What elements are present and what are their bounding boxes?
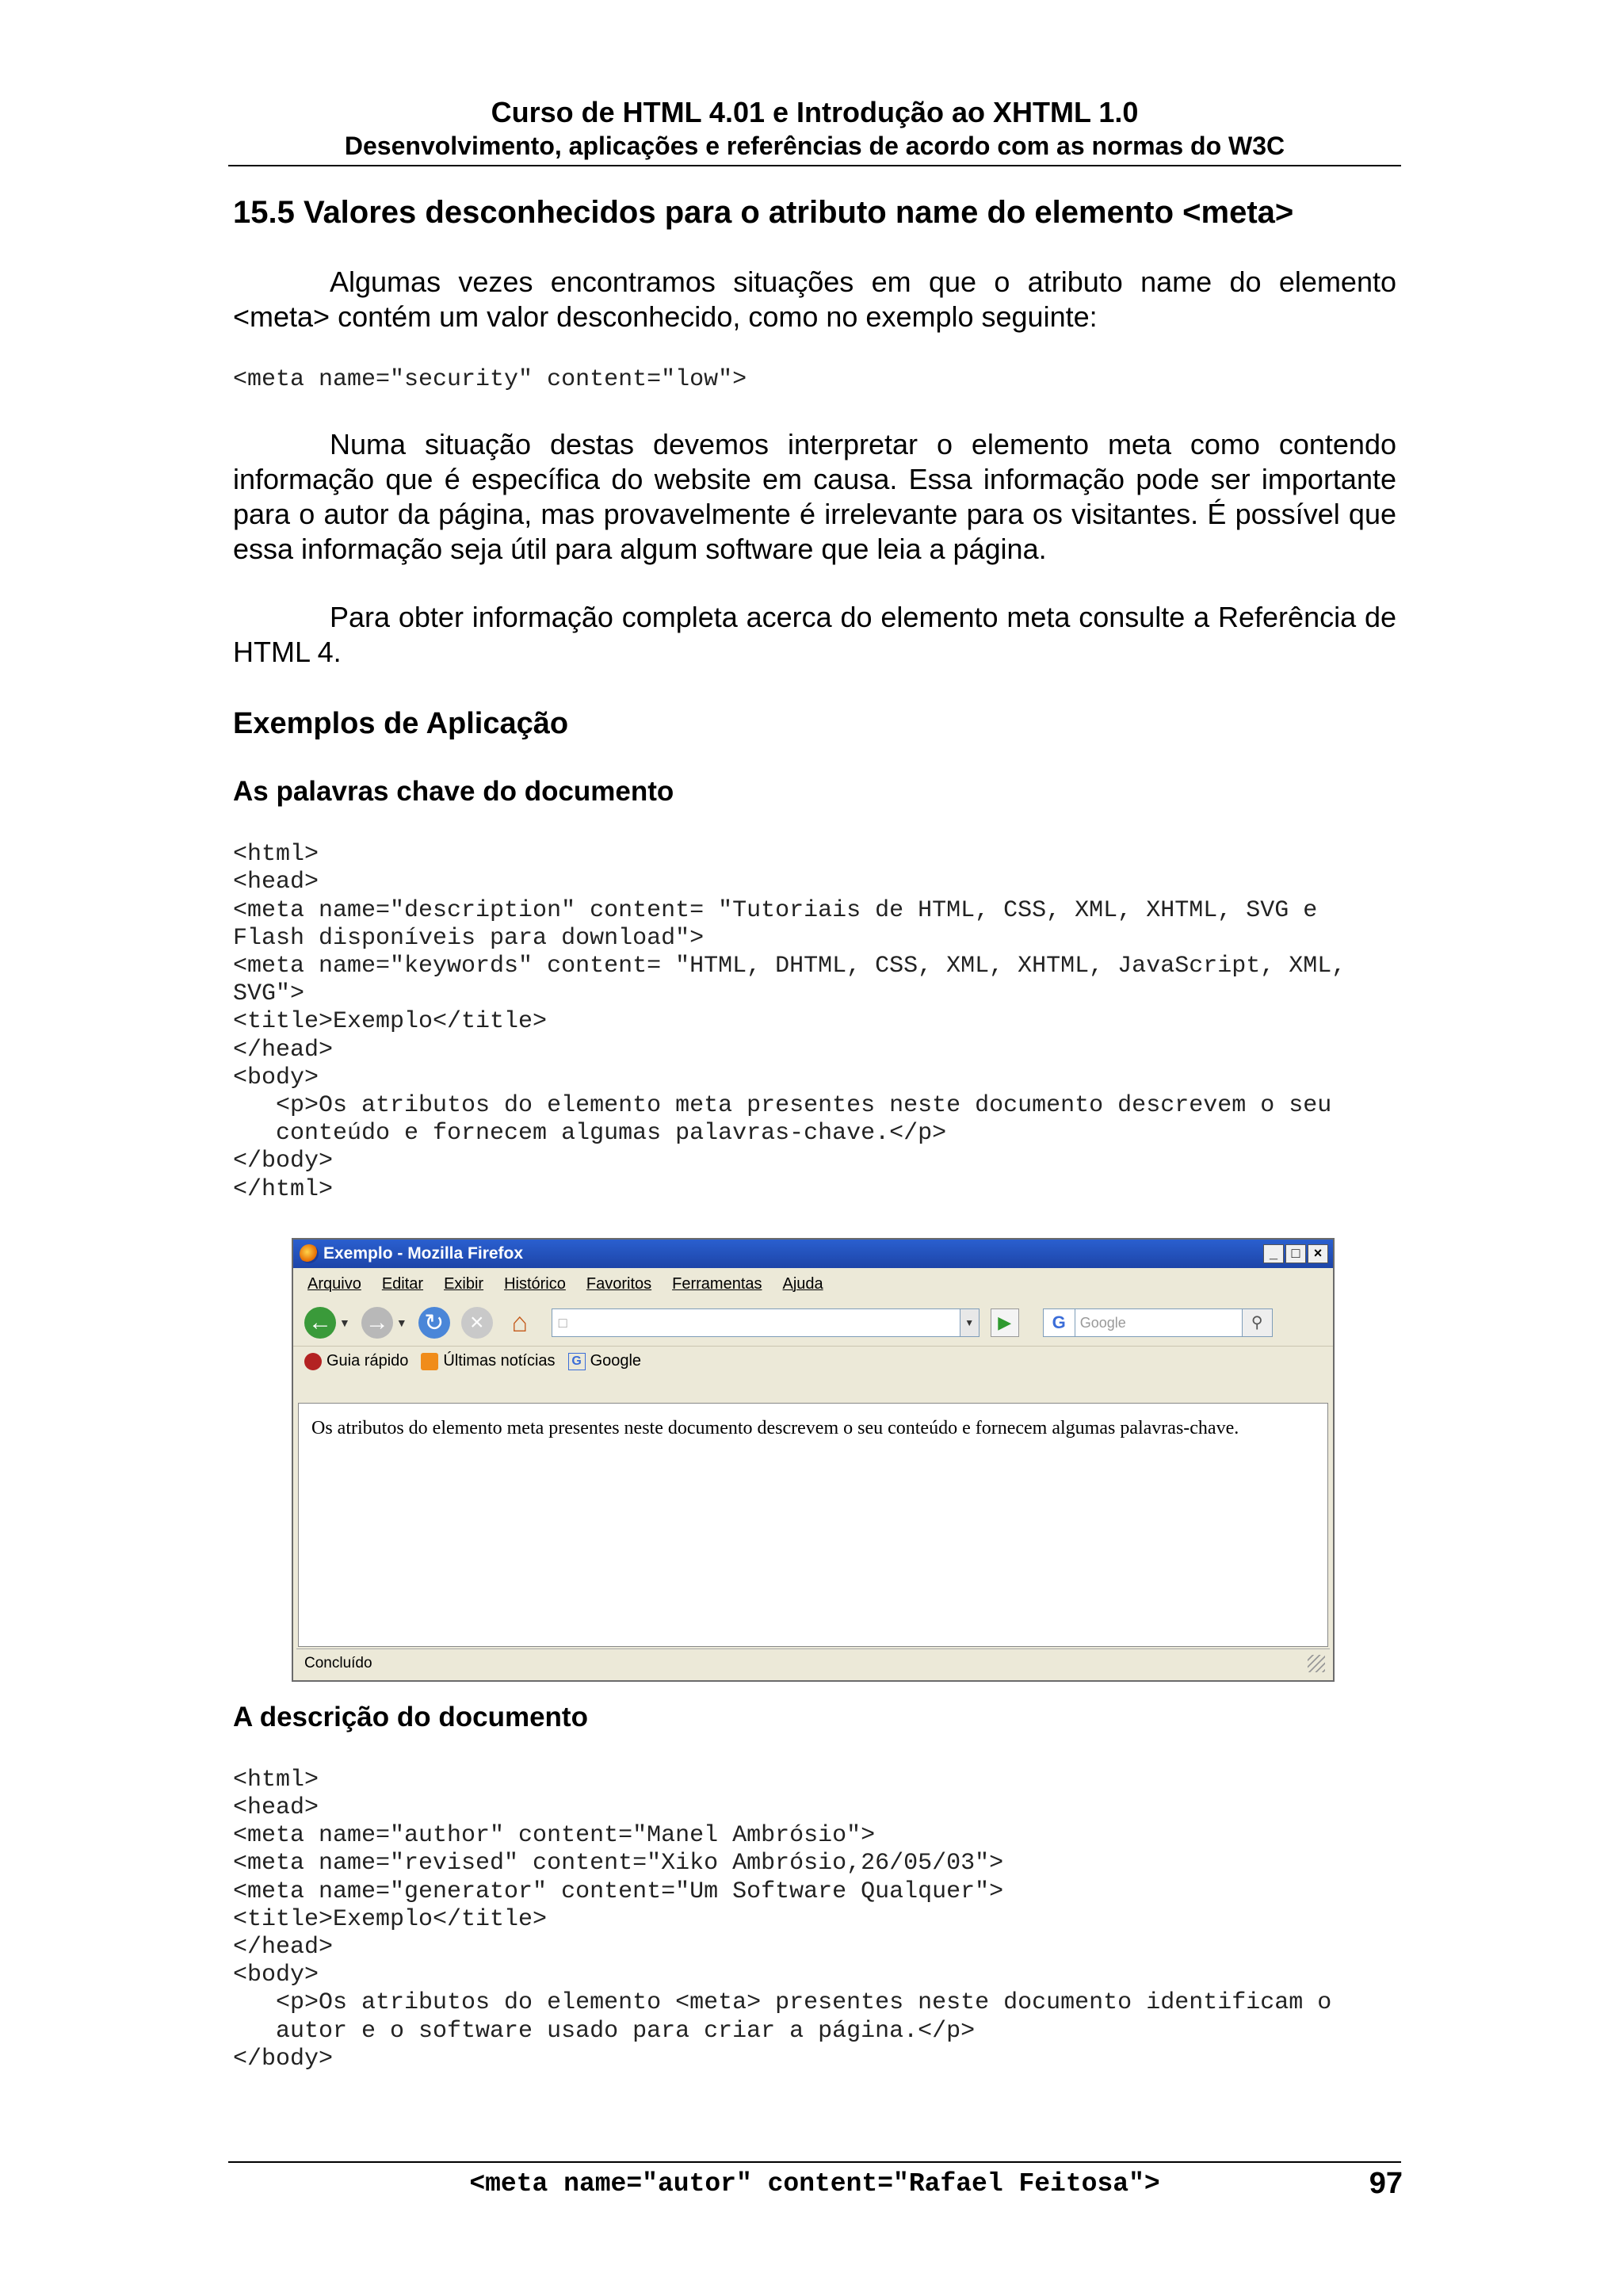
page-number: 97 (1369, 2167, 1403, 2200)
browser-title: Exemplo - Mozilla Firefox (323, 1244, 524, 1263)
menu-ferramentas[interactable]: Ferramentas (672, 1274, 762, 1293)
paragraph-1: Algumas vezes encontramos situações em que o atributo name do elemento <meta> contém um valor desconhecido, como no exemplo seguinte: (233, 266, 1396, 333)
close-button[interactable]: × (1308, 1244, 1328, 1263)
window-controls (1263, 1244, 1328, 1263)
minimize-button[interactable]: _ (1263, 1244, 1284, 1263)
example1-heading: As palavras chave do documento (233, 776, 674, 808)
menu-historico[interactable]: Histórico (504, 1274, 566, 1293)
reload-icon[interactable]: ↻ (418, 1307, 450, 1339)
browser-screenshot (292, 1238, 1335, 1682)
bookmark-guia-rapido[interactable]: Guia rápido (304, 1352, 408, 1370)
footer-code: <meta name="autor" content="Rafael Feitosa"> (469, 2169, 1160, 2199)
menu-exibir[interactable]: Exibir (444, 1274, 484, 1293)
section-title: 15.5 Valores desconhecidos para o atributo name do elemento <meta> (233, 195, 1294, 230)
maximize-button[interactable]: □ (1285, 1244, 1306, 1263)
browser-menubar (293, 1268, 1333, 1300)
code-example-keywords: <html> <head> <meta name="description" content= "Tutoriais de HTML, CSS, XML, XHTML, SVG e Flash disponíveis para download"> <meta name="keywords" content= "HTML, DHTML, CSS, XML, XHTML, JavaScript, XML, SVG"> <title>Exemplo</title> </head> <body> <p>Os atributos do elemento meta presentes neste documento descrevem o seu conteúdo e fornecem algumas palavras-chave.</p> </body> </html> (233, 841, 1346, 1203)
search-icon[interactable]: ⚲ (1242, 1309, 1272, 1336)
forward-dropdown-icon[interactable]: ▼ (395, 1316, 407, 1329)
search-box[interactable] (1043, 1308, 1273, 1337)
guia-icon (304, 1353, 322, 1370)
search-input[interactable]: Google (1079, 1314, 1126, 1331)
home-icon[interactable]: ⌂ (511, 1307, 528, 1338)
menu-editar[interactable]: Editar (381, 1274, 424, 1293)
forward-arrow-icon[interactable]: → (361, 1307, 393, 1339)
menu-arquivo[interactable]: Arquivo (307, 1274, 361, 1293)
stop-icon[interactable]: × (461, 1307, 493, 1339)
menu-favoritos[interactable]: Favoritos (586, 1274, 652, 1293)
code-example-description: <html> <head> <meta name="author" content="Manel Ambrósio"> <meta name="revised" content="Xiko Ambrósio,26/05/03"> <meta name="generator" content="Um Software Qualquer"> <title>Exemplo</title> </head> <body> <p>Os atributos do elemento <meta> presentes neste documento identificam o autor e o software usado para criar a página.</p> </body> (233, 1766, 1332, 2073)
example2-heading: A descrição do documento (233, 1701, 588, 1733)
status-text: Concluído (304, 1654, 372, 1671)
google-icon: G (568, 1353, 586, 1370)
address-bar[interactable] (552, 1308, 980, 1337)
viewport-text: Os atributos do elemento meta presentes neste documento descrevem o seu conteúdo e fornecem algumas palavras-chave. (311, 1418, 1239, 1438)
examples-heading: Exemplos de Aplicação (233, 707, 569, 741)
page-content (233, 190, 1396, 2073)
page-header (228, 95, 1401, 162)
back-arrow-icon[interactable]: ← (304, 1307, 336, 1339)
back-dropdown-icon[interactable]: ▼ (339, 1316, 350, 1329)
browser-toolbar (293, 1300, 1333, 1346)
menu-ajuda[interactable]: Ajuda (782, 1274, 823, 1293)
header-title: Curso de HTML 4.01 e Introdução ao XHTML 1.0 (491, 96, 1139, 128)
resize-grip-icon[interactable] (1308, 1655, 1325, 1672)
browser-titlebar (293, 1240, 1333, 1268)
address-dropdown-icon[interactable]: ▼ (960, 1309, 979, 1336)
rss-icon (421, 1353, 438, 1370)
header-divider (228, 165, 1401, 166)
paragraph-2: Numa situação destas devemos interpretar o elemento meta como contendo informação que é específica do website em causa. Essa informação pode ser importante para o autor da página, mas provavelmente é irrelevante para os visitantes. É possível que essa informação seja útil para algum software que leia a página. (233, 428, 1396, 566)
code-example-security: <meta name="security" content="low"> (233, 366, 747, 393)
search-engine-icon[interactable]: G (1044, 1309, 1075, 1336)
go-button[interactable]: ▶ (991, 1308, 1019, 1337)
header-subtitle: Desenvolvimento, aplicações e referências de acordo com as normas do W3C (344, 132, 1285, 160)
bookmark-google[interactable]: G Google (568, 1352, 642, 1370)
footer-divider (228, 2161, 1401, 2163)
firefox-icon (300, 1244, 319, 1263)
bookmarks-bar (293, 1346, 1333, 1376)
page-icon: □ (558, 1314, 567, 1331)
paragraph-3: Para obter informação completa acerca do elemento meta consulte a Referência de HTML 4. (233, 601, 1396, 669)
browser-viewport (298, 1403, 1328, 1647)
browser-statusbar (296, 1648, 1330, 1677)
bookmark-ultimas-noticias[interactable]: Últimas notícias (421, 1352, 555, 1370)
